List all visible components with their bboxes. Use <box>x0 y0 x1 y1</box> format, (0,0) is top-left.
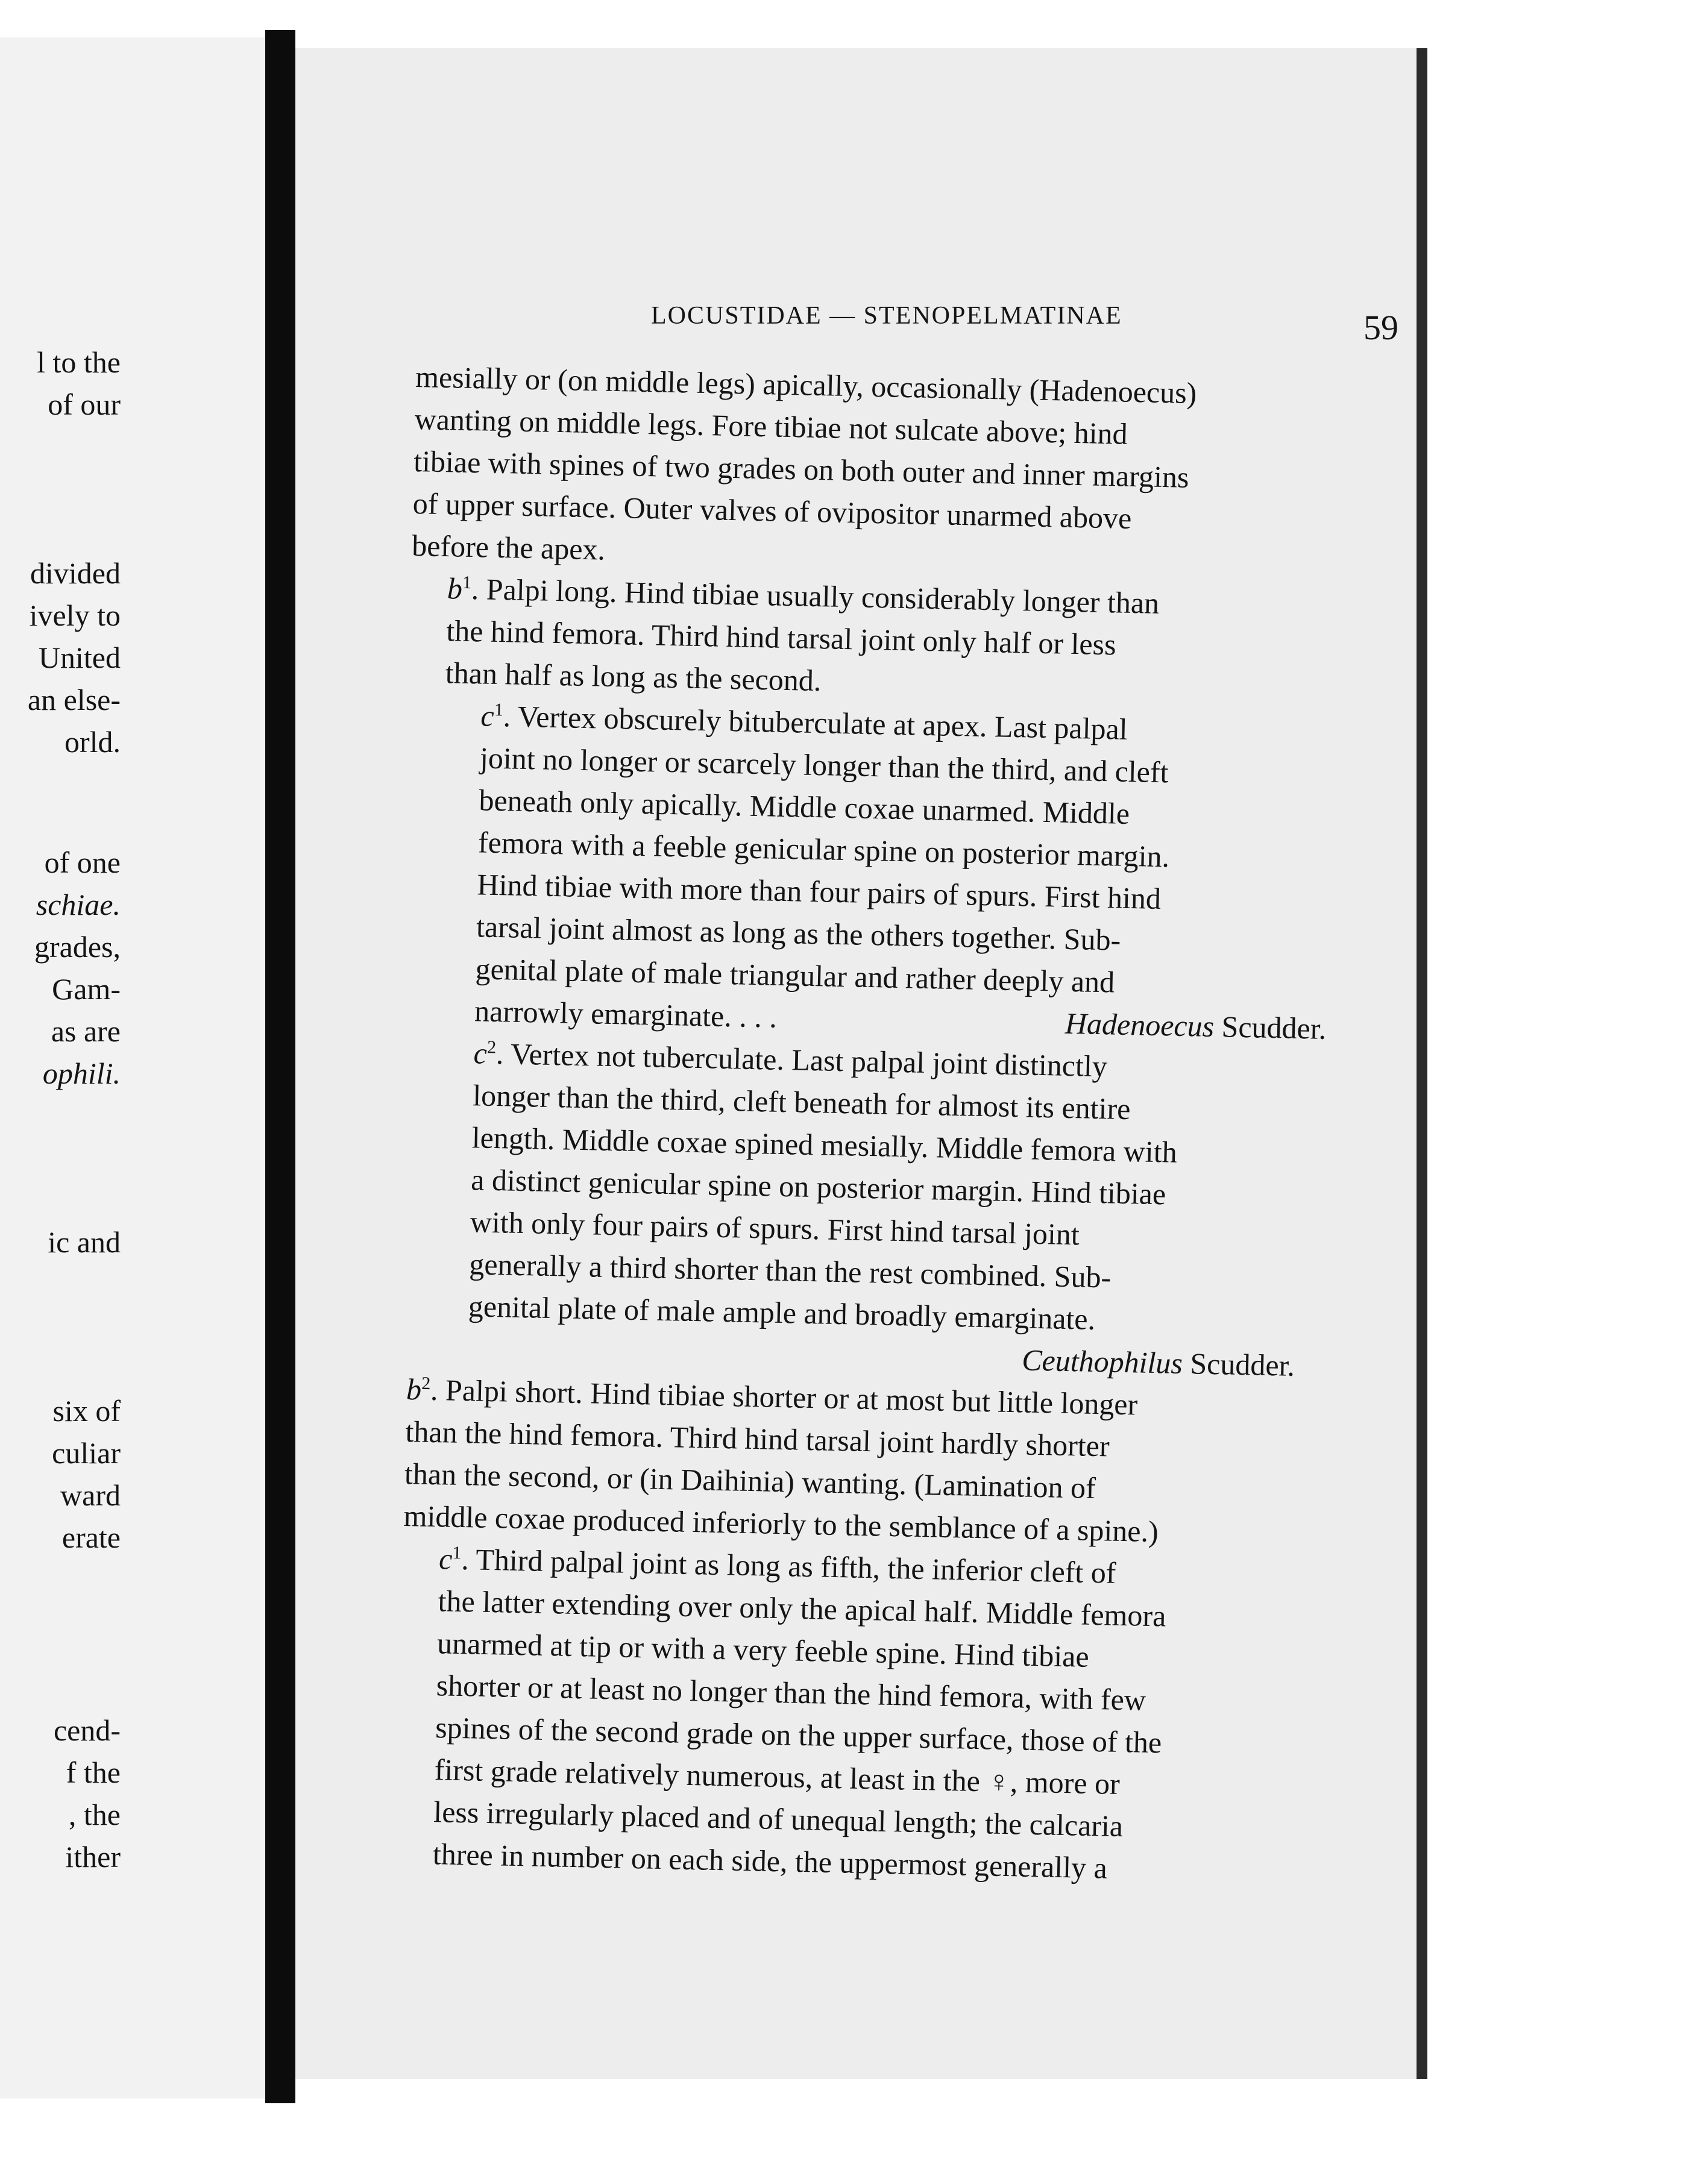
text-line: mesially or (on middle legs) apically, occasionally (Hadenoecus) <box>415 359 1197 410</box>
running-head: LOCUSTIDAE — STENOPELMATINAE <box>651 302 1122 330</box>
key-label: c <box>438 1542 453 1576</box>
text-line: unarmed at tip or with a very feeble spine. Hind tibiae <box>436 1626 1090 1674</box>
left-page-fragment: ither <box>65 1840 121 1874</box>
text-line: narrowly emarginate. . . . <box>474 994 778 1034</box>
text-line: less irregularly placed and of unequal length; the calcaria <box>433 1795 1124 1844</box>
genus-italic: Ceuthophilus <box>1021 1343 1183 1380</box>
left-page-fragment: grades, <box>34 930 121 964</box>
text-line: than the hind femora. Third hind tarsal joint hardly shorter <box>405 1414 1110 1463</box>
text-line: of upper surface. Outer valves of ovipositor unarmed above <box>412 486 1132 535</box>
left-page <box>0 37 265 2098</box>
left-page-fragment: f the <box>66 1756 121 1789</box>
text-line: . Palpi long. Hind tibiae usually considerably longer than <box>471 572 1160 620</box>
text-line: generally a third shorter than the rest combined. Sub- <box>468 1247 1112 1294</box>
text-line: wanting on middle legs. Fore tibiae not sulcate above; hind <box>414 401 1128 451</box>
page-number: 59 <box>1363 308 1398 347</box>
left-page-fragment: cend- <box>53 1713 121 1747</box>
left-page-fragment: orld. <box>64 725 121 759</box>
left-page-fragment: an else- <box>27 683 121 717</box>
left-page-fragment: ively to <box>29 598 121 632</box>
left-page-fragment: erate <box>61 1520 121 1554</box>
text-line: beneath only apically. Middle coxae unarmed. Middle <box>478 783 1130 830</box>
left-page-fragment: ward <box>60 1478 121 1512</box>
genus-name <box>1022 1338 1295 1386</box>
text-line: Hind tibiae with more than four pairs of spurs. First hind <box>477 867 1162 916</box>
key-label-sup: 2 <box>486 1037 497 1058</box>
text-line: . Palpi short. Hind tibiae shorter or at most but little longer <box>430 1372 1138 1422</box>
left-page-fragment: six of <box>52 1394 121 1428</box>
left-page-fragment: ic and <box>48 1225 121 1259</box>
book-gutter <box>265 30 295 2103</box>
key-label-sup: 1 <box>494 700 504 720</box>
left-page-fragment: as are <box>51 1014 121 1048</box>
key-label: c <box>480 698 495 733</box>
genus-italic: Hadenoecus <box>1064 1006 1215 1043</box>
key-label: b <box>406 1372 422 1407</box>
genus-author: Scudder. <box>1182 1346 1295 1382</box>
text-line: three in number on each side, the uppermost generally a <box>432 1837 1108 1885</box>
genus-name <box>1064 1002 1327 1050</box>
text-line: than half as long as the second. <box>445 656 822 698</box>
text-line: with only four pairs of spurs. First hind tarsal joint <box>470 1205 1080 1252</box>
key-label-sup: 2 <box>421 1373 431 1394</box>
text-line: tarsal joint almost as long as the others together. Sub- <box>476 909 1121 957</box>
text-line: than the second, or (in Daihinia) wanting. (Lamination of <box>404 1457 1096 1505</box>
text-line: tibiae with spines of two grades on both outer and inner margins <box>413 444 1189 494</box>
left-page-fragment: ophili. <box>42 1056 121 1090</box>
text-line: shorter or at least no longer than the hind femora, with few <box>436 1668 1146 1717</box>
text-line: the latter extending over only the apical half. Middle femora <box>438 1584 1166 1633</box>
key-label: c <box>473 1036 488 1070</box>
text-line: . Vertex not tuberculate. Last palpal joint distinctly <box>495 1037 1108 1084</box>
text-line: before the apex. <box>411 528 606 566</box>
text-line: longer than the third, cleft beneath for almost its entire <box>472 1078 1131 1126</box>
text-line: femora with a feeble genicular spine on posterior margin. <box>477 825 1170 874</box>
key-label: b <box>447 571 463 606</box>
text-line: the hind femora. Third hind tarsal joint only half or less <box>445 613 1117 662</box>
text-line: middle coxae produced inferiorly to the semblance of a spine.) <box>403 1499 1159 1549</box>
text-line: a distinct genicular spine on posterior margin. Hind tibiae <box>470 1163 1166 1211</box>
text-line: joint no longer or scarcely longer than the third, and cleft <box>479 741 1169 789</box>
text-line: genital plate of male triangular and rather deeply and <box>475 952 1115 999</box>
text-line: genital plate of male ample and broadly emarginate. <box>468 1289 1096 1336</box>
page-edge <box>1417 48 1427 2079</box>
left-page-fragment: , the <box>68 1798 121 1831</box>
genus-author: Scudder. <box>1213 1009 1327 1046</box>
key-label-sup: 1 <box>452 1543 462 1563</box>
left-page-fragment: United <box>38 641 121 674</box>
left-page-fragment: Gam- <box>52 972 121 1006</box>
left-page-fragment: divided <box>30 556 121 590</box>
left-page-fragment: of one <box>44 846 121 879</box>
left-page-fragment: of our <box>48 388 121 421</box>
left-page-fragment: l to the <box>37 345 121 379</box>
key-label-sup: 1 <box>462 573 472 593</box>
left-page-fragment: schiae. <box>36 888 121 921</box>
text-line: first grade relatively numerous, at least in the ♀, more or <box>434 1753 1121 1801</box>
text-line: spines of the second grade on the upper surface, those of the <box>435 1710 1162 1760</box>
text-line: . Third palpal joint as long as fifth, the inferior cleft of <box>461 1542 1117 1590</box>
text-line: . Vertex obscurely bituberculate at apex. Last palpal <box>503 699 1128 746</box>
text-line: length. Middle coxae spined mesially. Middle femora with <box>471 1120 1178 1169</box>
left-page-fragment: culiar <box>52 1436 121 1470</box>
